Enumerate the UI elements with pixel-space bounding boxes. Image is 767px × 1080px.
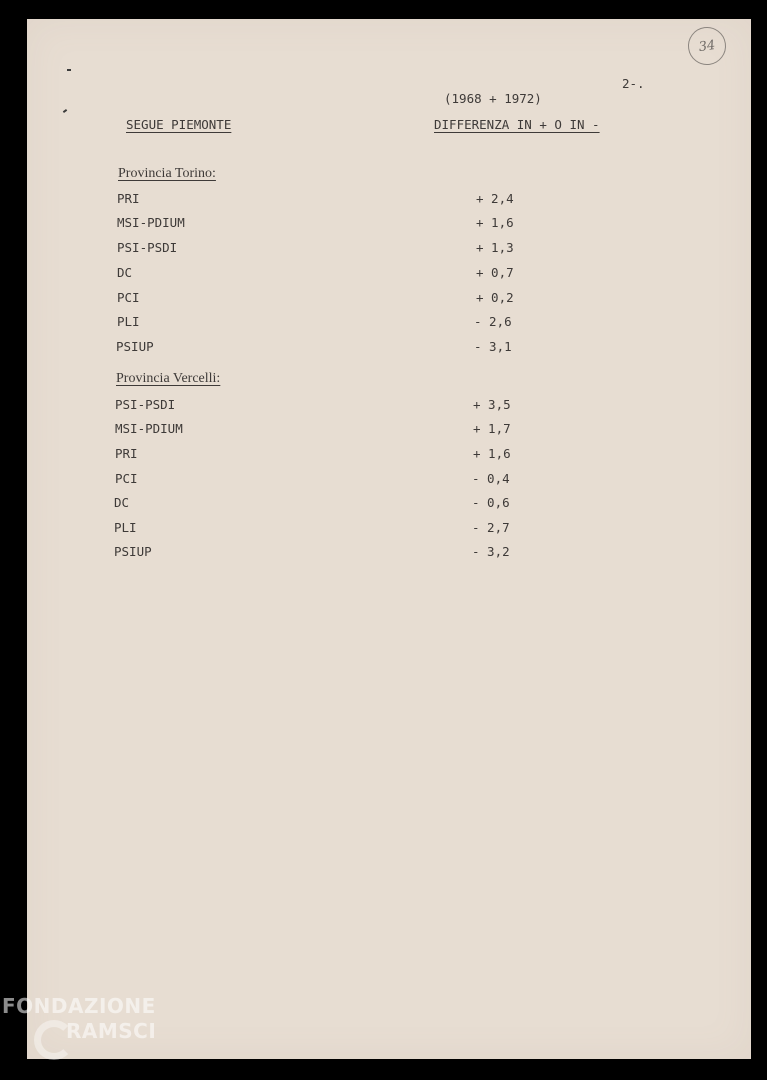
party-value: - 2,6 [474, 314, 512, 329]
watermark-text: FONDAZIONE RAMSCI [2, 994, 157, 1043]
party-value: - 3,2 [472, 544, 510, 559]
header-right: DIFFERENZA IN + O IN - [434, 117, 600, 132]
party-name: MSI-PDIUM [115, 421, 183, 436]
party-name: PSI-PSDI [115, 397, 176, 412]
party-value: + 0,2 [476, 290, 514, 305]
party-name: PSI-PSDI [117, 240, 178, 255]
party-name: PLI [114, 520, 137, 535]
header-left: SEGUE PIEMONTE [126, 117, 232, 132]
party-value: - 2,7 [472, 520, 510, 535]
party-value: + 1,6 [473, 446, 511, 461]
page-number: 2-. [622, 76, 645, 91]
party-name: PLI [117, 314, 140, 329]
party-value: + 3,5 [473, 397, 511, 412]
party-name: PSIUP [116, 339, 154, 354]
party-value: + 1,7 [473, 421, 511, 436]
section-title-torino: Provincia Torino: [118, 166, 216, 181]
party-name: PRI [117, 191, 140, 206]
party-name: MSI-PDIUM [117, 215, 185, 230]
party-value: + 2,4 [476, 191, 514, 206]
party-value: + 1,3 [476, 240, 514, 255]
party-value: + 1,6 [476, 215, 514, 230]
party-name: PCI [115, 471, 138, 486]
party-value: - 0,6 [472, 495, 510, 510]
archive-page-number-stamp: 34 [686, 25, 729, 68]
party-value: - 3,1 [474, 339, 512, 354]
party-name: DC [117, 265, 133, 280]
header-period: (1968 + 1972) [444, 91, 542, 106]
ink-mark [67, 69, 71, 71]
party-name: PCI [117, 290, 140, 305]
party-value: + 0,7 [476, 265, 514, 280]
section-title-vercelli: Provincia Vercelli: [116, 371, 221, 386]
party-name: DC [114, 495, 130, 510]
party-name: PSIUP [114, 544, 152, 559]
party-name: PRI [115, 446, 138, 461]
party-value: - 0,4 [472, 471, 510, 486]
